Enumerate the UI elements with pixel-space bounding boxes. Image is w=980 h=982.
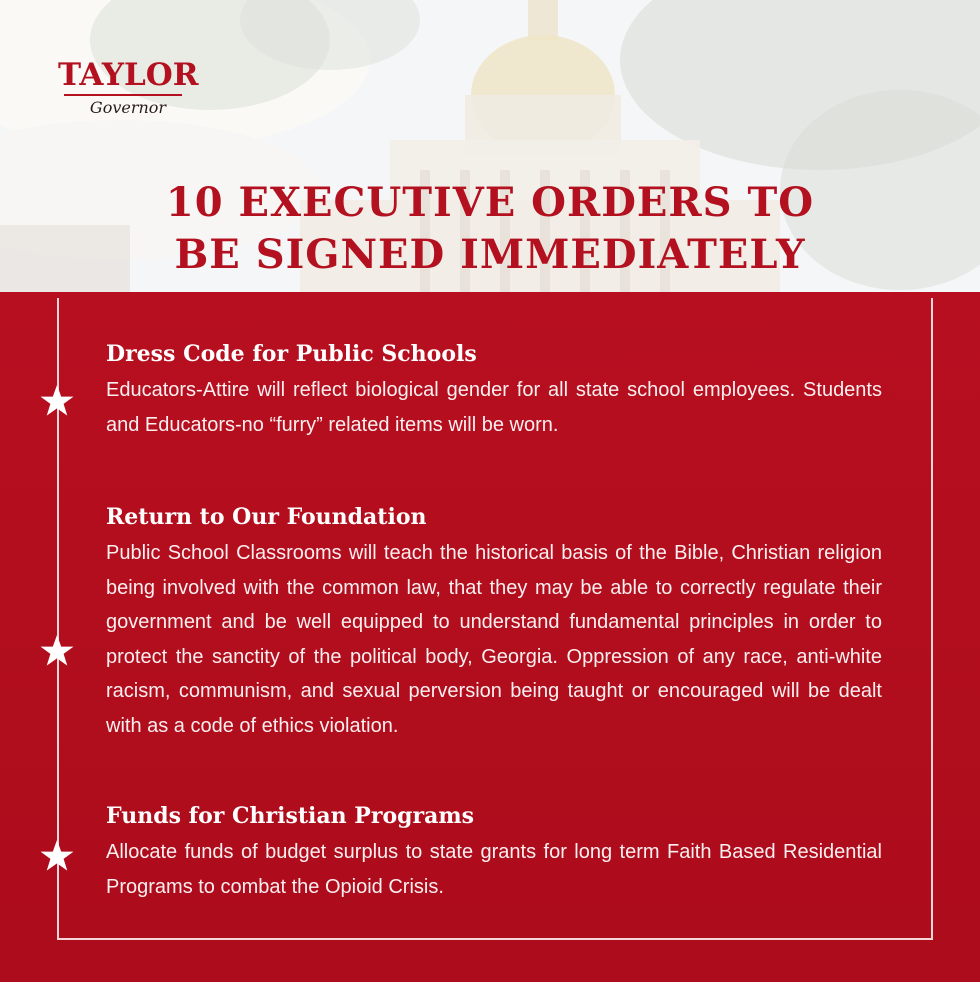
- header-background: [0, 0, 980, 292]
- order-title: Return to Our Foundation: [106, 504, 427, 530]
- order-christian-programs: [106, 801, 882, 904]
- star-icon: [39, 838, 75, 874]
- order-title: Dress Code for Public Schools: [106, 341, 477, 367]
- star-icon: [39, 633, 75, 669]
- order-dress-code: [106, 339, 882, 442]
- page-title-line-1: 10 EXECUTIVE ORDERS TO: [165, 178, 815, 226]
- order-description: Public School Classrooms will teach the historical basis of the Bible, Christian religion being involved with the common law, that they may be able to correctly regulate their government and be well equipped to understand fundamental principles in order to protect the sanctity of the political body, Georgia. Oppression of any race, anti-white racism, communism, and sexual perversion being taught or encouraged will be dealt with as a code of ethics violation.: [106, 542, 882, 737]
- page-title-line-2: BE SIGNED IMMEDIATELY: [174, 230, 806, 278]
- order-description: Educators-Attire will reflect biological gender for all state school employees. Students and Educators-no “furry” related items will be worn.: [106, 379, 882, 436]
- star-icon: [39, 383, 75, 419]
- logo-divider: [64, 94, 182, 96]
- order-title: Funds for Christian Programs: [106, 803, 475, 829]
- page-title: [120, 177, 860, 281]
- campaign-logo: [58, 57, 199, 117]
- order-description: Allocate funds of budget surplus to state grants for long term Faith Based Residential Programs to combat the Opioid Crisis.: [106, 841, 882, 898]
- logo-tagline: Governor: [89, 98, 167, 117]
- logo-name: TAYLOR: [58, 57, 199, 93]
- order-return-to-foundation: [106, 502, 882, 743]
